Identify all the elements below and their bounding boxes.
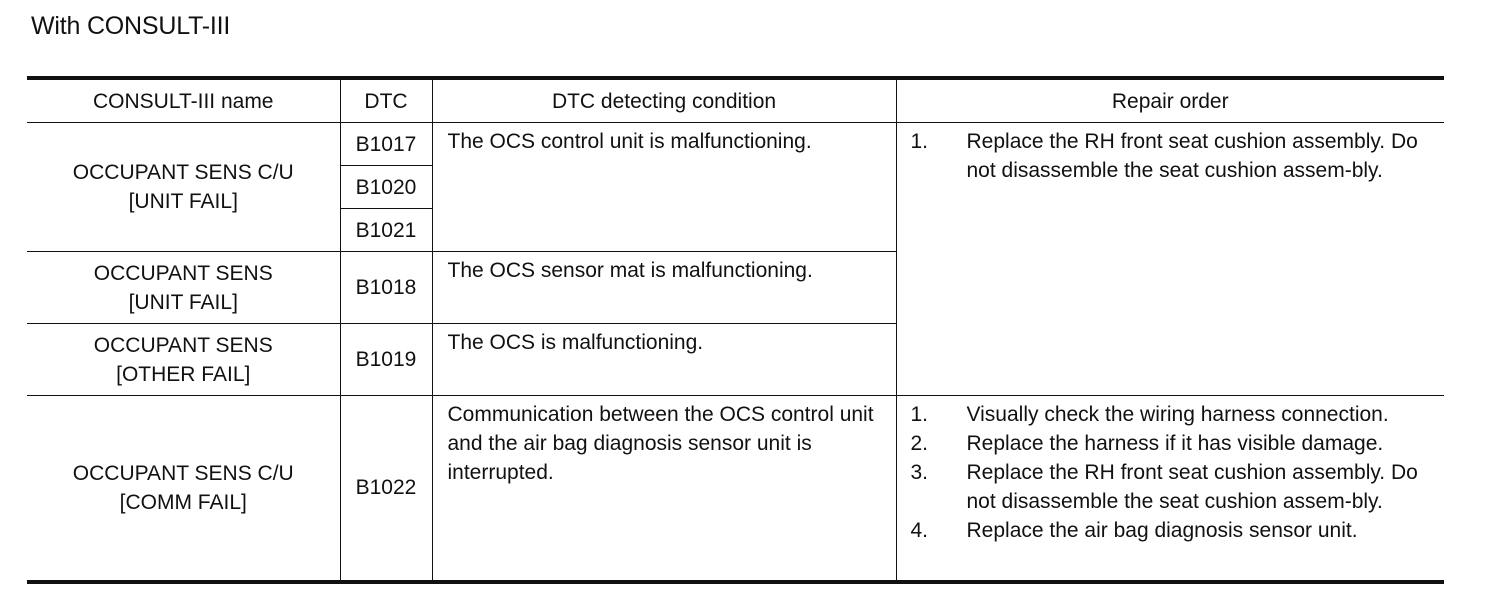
repair-step-number: 3.	[910, 461, 929, 484]
consult-name-cell	[27, 252, 340, 324]
condition-cell: The OCS is malfunctioning.	[432, 324, 896, 396]
page-heading: With CONSULT-III	[31, 12, 231, 40]
dtc-code: B1021	[340, 209, 432, 252]
table-header-row	[27, 78, 1444, 123]
condition-cell: The OCS sensor mat is malfunctioning.	[432, 252, 896, 324]
consult-name-line: OCCUPANT SENS C/U	[72, 161, 294, 184]
consult-name-line: OCCUPANT SENS	[93, 261, 273, 285]
repair-step	[911, 458, 1439, 516]
dtc-code: B1022	[340, 396, 432, 582]
repair-step	[911, 516, 1439, 545]
repair-order-cell	[896, 123, 1444, 396]
dtc-code: B1018	[340, 252, 432, 324]
repair-step-number: 1.	[910, 403, 929, 426]
consult-name-line: [OTHER FAIL]	[116, 362, 251, 386]
repair-step-text: Replace the harness if it has visible damage.	[966, 432, 1384, 455]
repair-step-number: 2.	[910, 432, 929, 455]
dtc-code: B1019	[340, 324, 432, 396]
repair-step	[911, 429, 1439, 458]
dtc-table	[27, 76, 1444, 584]
table-row	[27, 396, 1444, 582]
consult-name-line: OCCUPANT SENS C/U	[72, 461, 294, 485]
repair-step-text: Visually check the wiring harness connection.	[966, 403, 1389, 426]
header-repair-order: Repair order	[896, 78, 1444, 123]
consult-name-line: [UNIT FAIL]	[128, 290, 238, 314]
table-row	[27, 123, 1444, 166]
repair-step	[911, 400, 1439, 429]
dtc-code: B1020	[340, 166, 432, 209]
repair-step-text: Replace the RH front seat cushion assembly. Do not disassemble the seat cushion assem-bly.	[966, 461, 1418, 513]
consult-name-cell	[27, 324, 340, 396]
condition-cell: The OCS control unit is malfunctioning.	[432, 123, 896, 252]
consult-name-line: [UNIT FAIL]	[128, 190, 238, 213]
repair-step-number: 1.	[910, 130, 929, 153]
header-dtc: DTC	[340, 78, 432, 123]
repair-order-cell	[896, 396, 1444, 582]
condition-cell: Communication between the OCS control unit and the air bag diagnosis sensor unit is interrupted.	[432, 396, 896, 582]
header-consult-name: CONSULT-III name	[27, 78, 340, 123]
header-condition: DTC detecting condition	[432, 78, 896, 123]
consult-name-cell	[27, 396, 340, 582]
consult-name-line: [COMM FAIL]	[119, 490, 247, 514]
consult-name-cell	[27, 123, 340, 252]
repair-step-text: Replace the air bag diagnosis sensor unit.	[966, 519, 1358, 542]
consult-name-line: OCCUPANT SENS	[93, 333, 273, 357]
repair-step-number: 4.	[910, 519, 929, 542]
dtc-code: B1017	[340, 123, 432, 166]
repair-step	[911, 127, 1439, 185]
repair-step-text: Replace the RH front seat cushion assembly. Do not disassemble the seat cushion assem-bly.	[966, 130, 1418, 182]
